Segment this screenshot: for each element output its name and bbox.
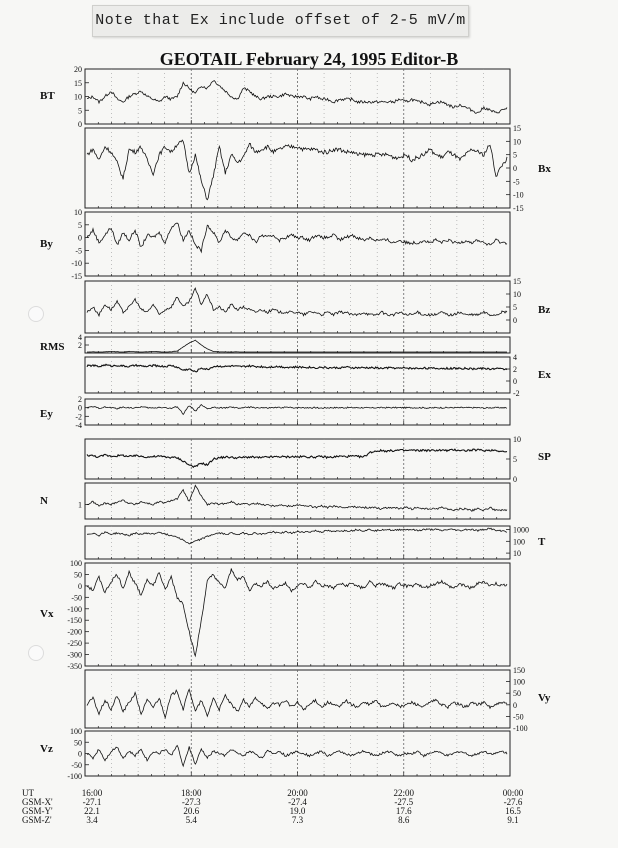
y-tick-label: 100 bbox=[513, 537, 525, 547]
y-tick-label: 0 bbox=[513, 164, 517, 173]
panel-label: RMS bbox=[40, 341, 65, 353]
y-tick-label: 0 bbox=[78, 749, 82, 759]
panel-vy bbox=[85, 670, 510, 728]
panel-vz bbox=[85, 731, 510, 776]
orbit-value: -27.1 bbox=[82, 797, 102, 807]
y-tick-label: -5 bbox=[513, 177, 520, 187]
y-tick-label: -350 bbox=[67, 662, 82, 671]
y-tick-label: 10 bbox=[513, 290, 521, 299]
y-tick-label: 5 bbox=[513, 455, 517, 464]
y-tick-label: 100 bbox=[70, 559, 82, 568]
y-tick-label: 50 bbox=[513, 689, 521, 699]
panel-sp bbox=[85, 439, 510, 479]
orbit-value: -27.5 bbox=[394, 797, 414, 807]
y-tick-label: -10 bbox=[71, 259, 82, 269]
y-tick-label: 50 bbox=[74, 570, 82, 580]
y-tick-label: -100 bbox=[513, 724, 528, 733]
panel-label: Bz bbox=[538, 304, 551, 316]
y-tick-label: 0 bbox=[513, 316, 517, 325]
y-tick-label: -50 bbox=[71, 760, 82, 770]
panel-t bbox=[85, 526, 510, 559]
y-tick-label: 150 bbox=[513, 666, 525, 675]
y-tick-label: -5 bbox=[75, 246, 82, 256]
y-tick-label: 15 bbox=[513, 124, 521, 133]
orbit-value: 20:00 bbox=[287, 788, 308, 798]
panel-label: Ex bbox=[538, 369, 551, 381]
orbit-value: -27.4 bbox=[288, 797, 307, 807]
orbit-value: 00:00 bbox=[502, 788, 524, 798]
y-tick-label: -50 bbox=[513, 712, 524, 722]
punch-hole-top bbox=[28, 306, 44, 322]
y-tick-label: 100 bbox=[70, 727, 82, 736]
y-tick-label: 15 bbox=[513, 277, 521, 286]
y-tick-label: 4 bbox=[513, 353, 517, 362]
y-tick-label: 10 bbox=[513, 549, 521, 559]
orbit-value: -27.3 bbox=[181, 797, 201, 807]
y-tick-label: 10 bbox=[74, 92, 82, 102]
panel-ex bbox=[85, 357, 510, 393]
panel-label: By bbox=[40, 238, 53, 250]
panel-label: Bx bbox=[538, 163, 551, 175]
panel-label: SP bbox=[538, 451, 551, 463]
y-tick-label: 0 bbox=[78, 233, 82, 243]
panel-bz bbox=[85, 281, 510, 333]
series-line-bt bbox=[87, 81, 507, 114]
y-tick-label: -50 bbox=[71, 593, 82, 603]
orbit-value: 22.1 bbox=[84, 806, 100, 816]
panel-bt bbox=[85, 69, 510, 124]
y-tick-label: 100 bbox=[513, 677, 525, 687]
orbit-value: 8.6 bbox=[398, 815, 410, 825]
y-tick-label: 2 bbox=[78, 341, 82, 350]
y-tick-label: 2 bbox=[78, 395, 82, 404]
panel-ey bbox=[85, 399, 510, 425]
orbit-row-label: GSM-Y' bbox=[22, 806, 53, 816]
series-line-sp bbox=[87, 449, 507, 467]
y-tick-label: -4 bbox=[75, 421, 82, 430]
y-tick-label: 5 bbox=[513, 303, 517, 312]
y-tick-label: 4 bbox=[78, 333, 82, 342]
series-line-rms bbox=[87, 340, 507, 352]
panel-label: Vx bbox=[40, 608, 54, 620]
y-tick-label: 10 bbox=[74, 208, 82, 217]
y-tick-label: -15 bbox=[71, 272, 82, 281]
orbit-value: 16.5 bbox=[505, 806, 521, 816]
orbit-value: 22:00 bbox=[393, 788, 415, 798]
panel-vx bbox=[85, 563, 510, 666]
orbit-value: 5.4 bbox=[185, 815, 197, 825]
series-line-vy bbox=[87, 689, 507, 718]
series-line-bz bbox=[87, 288, 507, 316]
y-tick-label: 0 bbox=[78, 120, 82, 129]
y-tick-label: 5 bbox=[78, 220, 82, 230]
panel-label: Vz bbox=[40, 743, 53, 755]
y-tick-label: 10 bbox=[513, 435, 521, 444]
panel-label: T bbox=[538, 536, 546, 548]
y-tick-label: 10 bbox=[513, 137, 521, 147]
panel-label: Ey bbox=[40, 408, 53, 420]
panel-bx bbox=[85, 128, 510, 208]
series-line-t bbox=[87, 528, 507, 544]
panel-label: Vy bbox=[538, 692, 551, 704]
punch-hole-bottom bbox=[28, 645, 44, 661]
y-tick-label: -100 bbox=[67, 772, 82, 781]
orbit-value: 18:00 bbox=[180, 788, 202, 798]
orbit-row-label: GSM-X' bbox=[22, 797, 53, 807]
y-tick-label: -250 bbox=[67, 639, 82, 649]
y-tick-label: 50 bbox=[74, 738, 82, 748]
y-tick-label: -2 bbox=[513, 389, 520, 398]
panel-n bbox=[85, 483, 510, 519]
y-tick-label: 15 bbox=[74, 78, 82, 88]
orbit-value: 3.4 bbox=[86, 815, 98, 825]
orbit-value: 16:00 bbox=[81, 788, 103, 798]
y-tick-label: 0 bbox=[513, 377, 517, 386]
series-line-by bbox=[87, 223, 507, 252]
orbit-value: 20.6 bbox=[183, 806, 200, 816]
y-tick-label: 2 bbox=[513, 365, 517, 374]
y-tick-label: -200 bbox=[67, 627, 82, 637]
y-tick-label: 5 bbox=[78, 106, 82, 116]
y-tick-label: -2 bbox=[75, 412, 82, 422]
y-tick-label: 0 bbox=[78, 403, 82, 413]
y-tick-label: -150 bbox=[67, 616, 82, 626]
panel-by bbox=[85, 212, 510, 276]
panel-rms bbox=[85, 337, 510, 353]
orbit-value: 17.6 bbox=[395, 806, 412, 816]
series-line-ex bbox=[87, 364, 507, 372]
y-tick-label: 20 bbox=[74, 65, 82, 74]
y-tick-label: 1 bbox=[78, 500, 82, 510]
y-tick-label: 0 bbox=[78, 581, 82, 591]
panel-frame bbox=[85, 731, 510, 776]
orbit-value: 19.0 bbox=[289, 806, 306, 816]
panel-label: N bbox=[40, 495, 48, 507]
orbit-row-label: GSM-Z' bbox=[22, 815, 52, 825]
orbit-row-label: UT bbox=[22, 788, 34, 798]
y-tick-label: 0 bbox=[513, 475, 517, 484]
orbit-value: -27.6 bbox=[503, 797, 523, 807]
y-tick-label: -300 bbox=[67, 650, 82, 660]
panel-frame bbox=[85, 563, 510, 666]
series-line-vx bbox=[87, 569, 507, 656]
y-tick-label: 0 bbox=[513, 700, 517, 710]
note-text: Note that Ex include offset of 2-5 mV/m bbox=[95, 12, 466, 29]
series-line-n bbox=[87, 485, 507, 511]
series-line-bx bbox=[87, 140, 507, 200]
orbit-value: 7.3 bbox=[291, 815, 304, 825]
series-line-vz bbox=[87, 746, 507, 767]
y-tick-label: 5 bbox=[513, 150, 517, 160]
chart-title: GEOTAIL February 24, 1995 Editor-B bbox=[159, 49, 459, 69]
y-tick-label: 1000 bbox=[513, 525, 529, 535]
y-tick-label: -10 bbox=[513, 190, 524, 200]
series-line-ey bbox=[87, 405, 507, 415]
y-tick-label: -100 bbox=[67, 604, 82, 614]
panel-label: BT bbox=[40, 90, 55, 102]
y-tick-label: -15 bbox=[513, 204, 524, 213]
orbit-value: 9.1 bbox=[507, 815, 519, 825]
